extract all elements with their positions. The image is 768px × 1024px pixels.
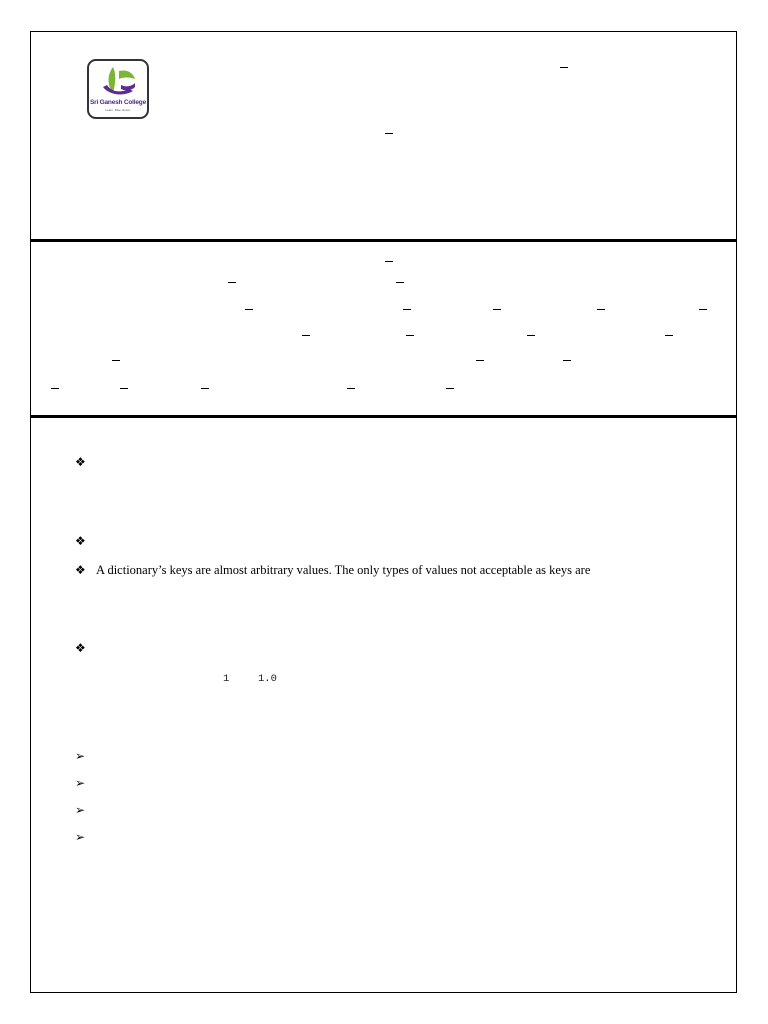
dash [563, 360, 571, 361]
dash [476, 360, 484, 361]
code-float-one: 1.0 [258, 673, 277, 685]
dash [527, 335, 535, 336]
dash [699, 309, 707, 310]
dash [112, 360, 120, 361]
code-int-one: 1 [223, 673, 230, 685]
dash [201, 388, 209, 389]
dash [51, 388, 59, 389]
dictionary-keys-text: A dictionary’s keys are almost arbitrary values. The only types of values not acceptable as keys are [96, 563, 591, 577]
dash [560, 67, 568, 68]
logo-emblem-icon [89, 61, 147, 101]
section-divider [31, 415, 736, 418]
dash [385, 133, 393, 134]
dash [406, 335, 414, 336]
section-divider [31, 239, 736, 242]
dash [446, 388, 454, 389]
arrow-bullet-icon: ➢ [75, 803, 86, 817]
document-page [30, 31, 737, 993]
dash [597, 309, 605, 310]
dash [493, 309, 501, 310]
logo-college-name: Sri Ganesh College [89, 99, 146, 106]
bullet-icon: ❖ [75, 641, 86, 655]
dash [403, 309, 411, 310]
bullet-icon: ❖ [75, 534, 86, 548]
dash [120, 388, 128, 389]
bullet-icon: ❖ [75, 563, 86, 577]
dash [396, 282, 404, 283]
logo-tagline: Learn. Rise. Excel. [105, 108, 131, 112]
dash [665, 335, 673, 336]
dash [385, 261, 393, 262]
college-logo [87, 59, 149, 119]
arrow-bullet-icon: ➢ [75, 830, 86, 844]
arrow-bullet-icon: ➢ [75, 776, 86, 790]
dash [228, 282, 236, 283]
dash [347, 388, 355, 389]
bullet-icon: ❖ [75, 455, 86, 469]
arrow-bullet-icon: ➢ [75, 749, 86, 763]
dash [302, 335, 310, 336]
dash [245, 309, 253, 310]
